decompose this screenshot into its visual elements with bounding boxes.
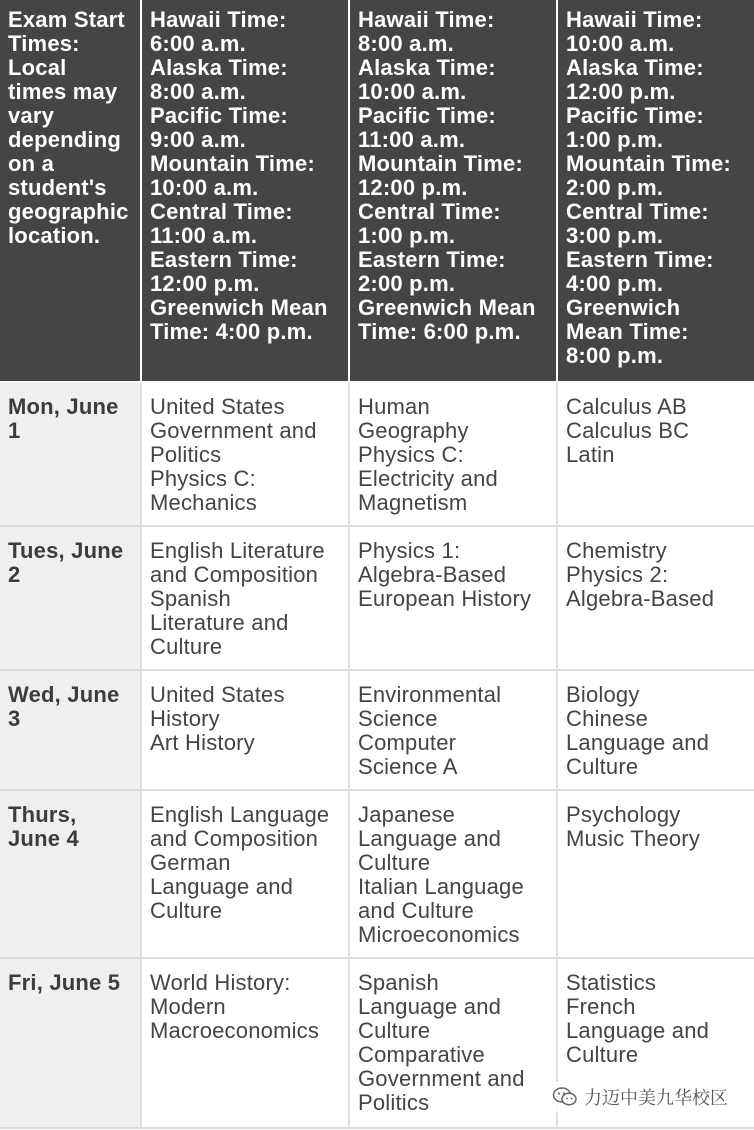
text-line: Time: 6:00 p.m. [358,319,521,344]
text-line: Culture [566,754,639,779]
text-line: June 4 [8,826,79,851]
text-line: Spanish [358,970,439,995]
text-line: 12:00 p.m. [150,271,260,296]
text-line: Pacific Time: [358,103,496,128]
text-line: Geography [358,418,469,443]
text-line: Algebra-Based [358,562,507,587]
text-line: Language and [150,874,294,899]
day-label [0,382,141,526]
text-line: Psychology [566,802,681,827]
text-line: Hawaii Time: [150,7,287,32]
text-line: European History [358,586,532,611]
text-line: United States [150,682,285,707]
text-line: Music Theory [566,826,701,851]
text-line: Microeconomics [358,922,520,947]
text-line: 3:00 p.m. [566,223,664,248]
day-row-wed [0,670,754,790]
text-line: Greenwich Mean [150,295,328,320]
text-line: Language and [566,1018,710,1043]
text-line: 3 [8,706,21,731]
text-line: Government and [358,1066,525,1091]
text-line: Eastern Time: [566,247,714,272]
text-line: Culture [566,1042,639,1067]
text-line: Mountain Time: [358,151,523,176]
text-line: Chemistry [566,538,667,563]
text-line: Chinese [566,706,649,731]
text-line: Alaska Time: [150,55,288,80]
text-line: Exam Start [8,7,125,32]
text-line: 8:00 p.m. [566,343,664,368]
text-line: Central Time: [566,199,709,224]
text-line: Spanish [150,586,231,611]
text-line: Physics 1: [358,538,461,563]
text-line: 8:00 a.m. [150,79,246,104]
header-slot-2 [349,0,557,382]
text-line: Environmental [358,682,502,707]
text-line: Central Time: [358,199,501,224]
text-line: vary [8,103,55,128]
text-line: depending [8,127,122,152]
text-line: English Language [150,802,330,827]
text-line: Language and [358,826,502,851]
text-line: Computer [358,730,457,755]
day-label [0,790,141,958]
text-line: French [566,994,636,1019]
text-line: English Literature [150,538,325,563]
exam-cell [557,790,754,958]
text-line: 8:00 a.m. [358,31,454,56]
text-line: Language and [358,994,502,1019]
text-line: and Culture [358,898,474,923]
text-line: 9:00 a.m. [150,127,246,152]
text-line: Eastern Time: [150,247,298,272]
day-label [0,526,141,670]
text-line: 4:00 p.m. [566,271,664,296]
text-line: World History: [150,970,291,995]
text-line: Mean Time: [566,319,689,344]
text-line: Eastern Time: [358,247,506,272]
exam-cell [141,526,349,670]
text-line: 1:00 p.m. [358,223,456,248]
text-line: Science [358,706,438,731]
text-line: Art History [150,730,255,755]
text-line: Electricity and [358,466,498,491]
text-line: Alaska Time: [566,55,704,80]
exam-cell [141,958,349,1128]
text-line: Times: [8,31,80,56]
text-line: Mountain Time: [150,151,315,176]
text-line: Wed, June [8,682,120,707]
text-line: Mountain Time: [566,151,731,176]
text-line: Pacific Time: [566,103,704,128]
text-line: Literature and [150,610,289,635]
text-line: 11:00 a.m. [358,127,466,152]
text-line: Culture [150,634,223,659]
exam-cell [141,670,349,790]
text-line: Alaska Time: [358,55,496,80]
text-line: 10:00 a.m. [566,31,675,56]
text-line: Human [358,394,430,419]
exam-cell [349,382,557,526]
text-line: Culture [358,1018,431,1043]
text-line: Physics C: [358,442,464,467]
text-line: Physics C: [150,466,256,491]
text-line: 11:00 a.m. [150,223,258,248]
day-row-tues [0,526,754,670]
text-line: Japanese [358,802,456,827]
day-label [0,670,141,790]
text-line: 2:00 p.m. [566,175,664,200]
text-line: student's [8,175,107,200]
exam-cell [557,382,754,526]
day-row-thurs [0,790,754,958]
text-line: Government and [150,418,317,443]
text-line: 12:00 p.m. [566,79,676,104]
text-line: Fri, June 5 [8,970,121,995]
exam-cell [141,790,349,958]
text-line: geographic [8,199,129,224]
header-row [0,0,754,382]
header-slot-1 [141,0,349,382]
text-line: 12:00 p.m. [358,175,468,200]
text-line: Physics 2: [566,562,669,587]
exam-cell [141,382,349,526]
text-line: Thurs, [8,802,77,827]
watermark-text: 力迈中美九华校区 [584,1088,728,1109]
day-label [0,958,141,1128]
watermark [548,1082,732,1112]
text-line: History [150,706,220,731]
text-line: Local [8,55,67,80]
text-line: 2 [8,562,21,587]
text-line: times may [8,79,118,104]
text-line: Politics [150,442,222,467]
exam-cell [557,670,754,790]
text-line: 6:00 a.m. [150,31,246,56]
header-corner-cell [0,0,141,382]
day-row-mon [0,382,754,526]
text-line: Tues, June [8,538,124,563]
text-line: Time: 4:00 p.m. [150,319,313,344]
header-slot-3 [557,0,754,382]
exam-cell [349,526,557,670]
text-line: Magnetism [358,490,468,515]
text-line: Macroeconomics [150,1018,320,1043]
text-line: Culture [150,898,223,923]
exam-cell [349,790,557,958]
text-line: Calculus AB [566,394,687,419]
text-line: Algebra-Based [566,586,715,611]
text-line: German [150,850,231,875]
text-line: Language and [566,730,710,755]
text-line: Politics [358,1090,430,1115]
text-line: Latin [566,442,615,467]
exam-cell [349,670,557,790]
text-line: Culture [358,850,431,875]
text-line: 10:00 a.m. [150,175,259,200]
text-line: Greenwich Mean [358,295,536,320]
wechat-icon [552,1086,578,1108]
text-line: on a [8,151,55,176]
text-line: United States [150,394,285,419]
text-line: 10:00 a.m. [358,79,467,104]
text-line: Italian Language [358,874,524,899]
text-line: Statistics [566,970,657,995]
text-line: Pacific Time: [150,103,288,128]
text-line: location. [8,223,101,248]
text-line: Science A [358,754,458,779]
exam-cell [557,526,754,670]
text-line: Comparative [358,1042,485,1067]
exam-cell [349,958,557,1128]
text-line: Hawaii Time: [566,7,703,32]
text-line: Hawaii Time: [358,7,495,32]
text-line: Modern [150,994,226,1019]
text-line: 1 [8,418,21,443]
text-line: Calculus BC [566,418,690,443]
text-line: Greenwich [566,295,681,320]
text-line: Central Time: [150,199,293,224]
text-line: and Composition [150,826,319,851]
text-line: 2:00 p.m. [358,271,456,296]
text-line: 1:00 p.m. [566,127,664,152]
text-line: Mechanics [150,490,257,515]
text-line: and Composition [150,562,319,587]
text-line: Biology [566,682,640,707]
text-line: Mon, June [8,394,119,419]
